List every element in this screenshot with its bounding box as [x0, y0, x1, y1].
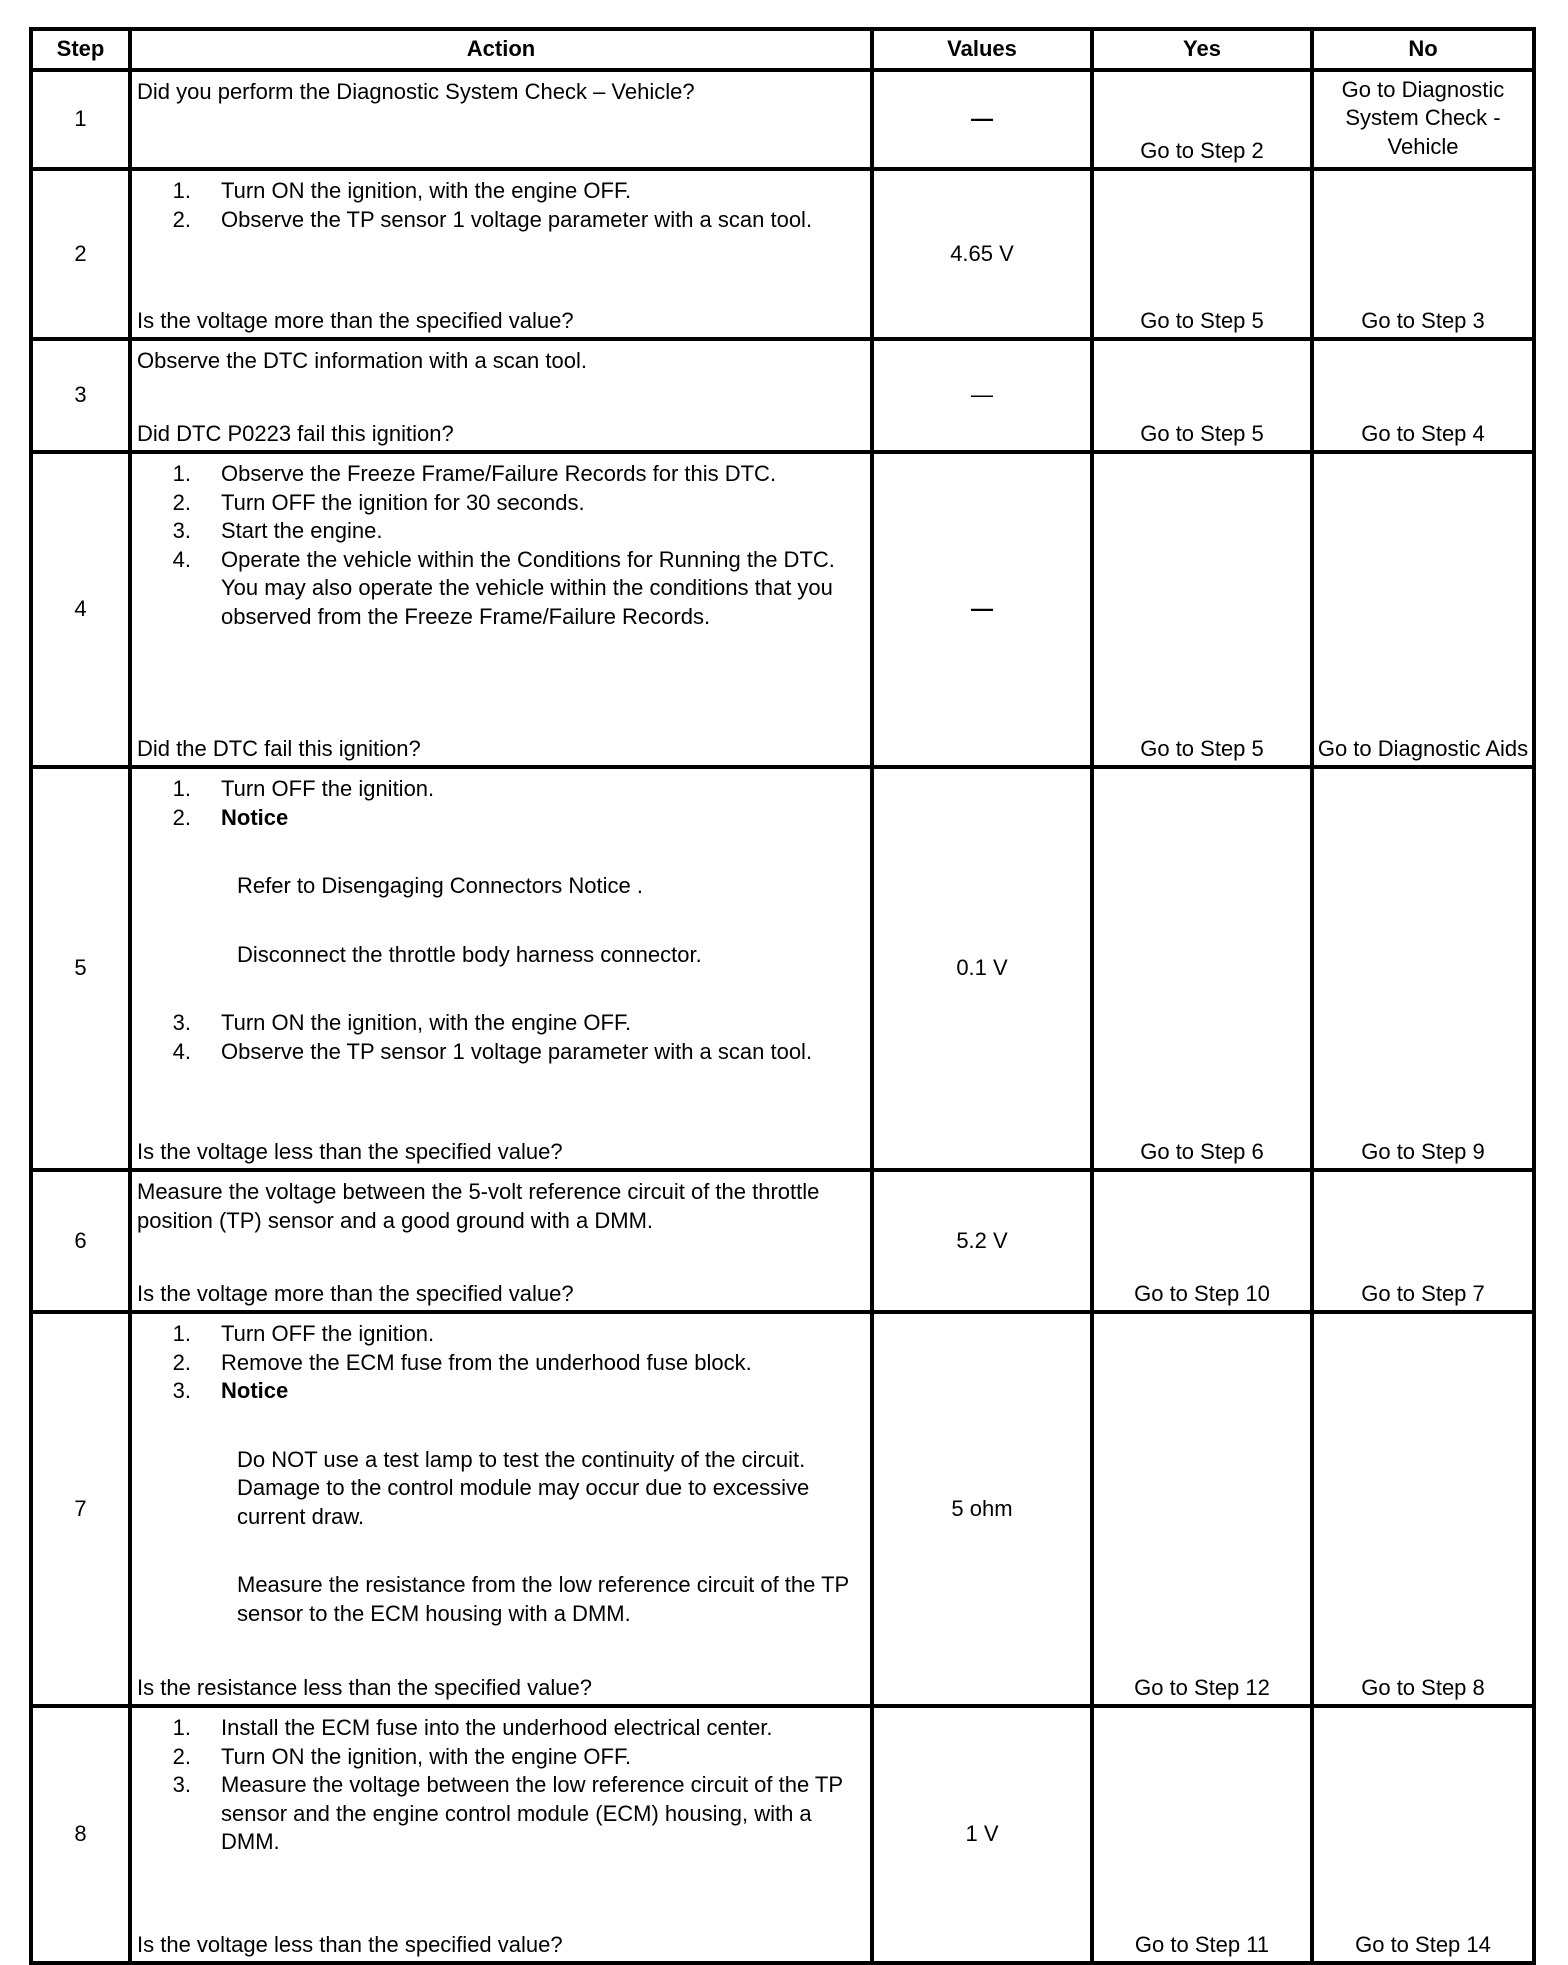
notice-instruction: Measure the resistance from the low reference circuit of the TP sensor to the ECM housing with a DMM.	[237, 1572, 849, 1626]
table-row	[31, 169, 1534, 339]
yes-link[interactable]: Go to Step 10	[1092, 1170, 1312, 1312]
action-question: Is the voltage less than the specified value?	[137, 1931, 563, 1957]
list-item: 3. Notice	[172, 1378, 289, 1403]
action-cell	[130, 70, 872, 169]
value-cell: 5 ohm	[872, 1312, 1092, 1706]
value-cell: —	[872, 339, 1092, 452]
action-question: Did the DTC fail this ignition?	[137, 735, 421, 761]
yes-link[interactable]: Go to Step 11	[1092, 1706, 1312, 1963]
action-question: Did DTC P0223 fail this ignition?	[137, 420, 454, 446]
list-item: 4. Observe the TP sensor 1 voltage parameter with a scan tool.	[172, 1038, 813, 1064]
action-text: Measure the voltage between the 5-volt reference circuit of the throttle position (TP) sensor and a good ground with a DMM.	[137, 1179, 820, 1233]
list-item: 3. Start the engine.	[172, 518, 383, 543]
no-link[interactable]: Go to Diagnostic System Check - Vehicle	[1312, 70, 1534, 169]
list-item: 3. Measure the voltage between the low reference circuit of the TP sensor and the engine control module (ECM) housing, with a DMM.	[172, 1772, 843, 1854]
action-steps	[137, 177, 866, 307]
table-row	[31, 452, 1534, 767]
notice-text: Refer to Disengaging Connectors Notice .	[237, 873, 643, 898]
yes-link[interactable]: Go to Step 12	[1092, 1312, 1312, 1706]
no-link[interactable]: Go to Step 4	[1312, 339, 1534, 452]
no-link[interactable]: Go to Step 14	[1312, 1706, 1534, 1963]
action-question: Is the voltage less than the specified value?	[137, 1138, 563, 1164]
header-no: No	[1312, 29, 1534, 70]
header-row	[31, 29, 1534, 70]
no-link[interactable]: Go to Step 7	[1312, 1170, 1534, 1312]
list-item: 1. Turn OFF the ignition.	[172, 776, 435, 801]
list-item: 3. Turn ON the ignition, with the engine OFF.	[172, 1010, 632, 1035]
header-yes: Yes	[1092, 29, 1312, 70]
no-link[interactable]: Go to Step 9	[1312, 767, 1534, 1170]
list-item: 2. Observe the TP sensor 1 voltage parameter with a scan tool.	[172, 206, 813, 232]
header-action: Action	[130, 29, 872, 70]
action-steps	[137, 775, 866, 832]
action-cell	[130, 1706, 872, 1963]
header-values: Values	[872, 29, 1092, 70]
table-row	[31, 339, 1534, 452]
value-cell: 1 V	[872, 1706, 1092, 1963]
action-cell	[130, 452, 872, 767]
table-row	[31, 70, 1534, 169]
table-row	[31, 1170, 1534, 1312]
table-row	[31, 1312, 1534, 1706]
yes-link[interactable]: Go to Step 5	[1092, 339, 1312, 452]
step-number: 8	[31, 1706, 130, 1963]
list-item: 1. Turn ON the ignition, with the engine OFF.	[172, 178, 632, 203]
action-text: Observe the DTC information with a scan tool.	[137, 348, 587, 373]
list-item: 2. Turn OFF the ignition for 30 seconds.	[172, 489, 585, 515]
step-number: 3	[31, 339, 130, 452]
action-cell	[130, 1312, 872, 1706]
action-steps	[137, 1320, 866, 1406]
action-question: Is the voltage more than the specified value?	[137, 1280, 574, 1306]
action-cell	[130, 169, 872, 339]
action-steps	[137, 460, 866, 735]
action-question: Is the voltage more than the specified value?	[137, 307, 574, 333]
list-item: 1. Turn OFF the ignition.	[172, 1321, 435, 1346]
header-step: Step	[31, 29, 130, 70]
step-number: 1	[31, 70, 130, 169]
no-link[interactable]: Go to Step 3	[1312, 169, 1534, 339]
no-link[interactable]: Go to Diagnostic Aids	[1312, 452, 1534, 767]
yes-link[interactable]: Go to Step 2	[1092, 70, 1312, 169]
step-number: 2	[31, 169, 130, 339]
action-question: Is the resistance less than the specified value?	[137, 1674, 592, 1700]
action-cell	[130, 1170, 872, 1312]
table-row	[31, 1706, 1534, 1963]
value-cell: 5.2 V	[872, 1170, 1092, 1312]
step-number: 5	[31, 767, 130, 1170]
step-number: 7	[31, 1312, 130, 1706]
list-item: 2. Remove the ECM fuse from the underhood fuse block.	[172, 1349, 752, 1375]
list-item: 4. Operate the vehicle within the Conditions for Running the DTC. You may also operate the vehicle within the conditions that you observed from the Freeze Frame/Failure Records.	[172, 546, 835, 629]
notice-text: Do NOT use a test lamp to test the continuity of the circuit. Damage to the control module may occur due to excessive current draw.	[237, 1446, 810, 1529]
value-cell: —	[872, 70, 1092, 169]
step-number: 6	[31, 1170, 130, 1312]
yes-link[interactable]: Go to Step 6	[1092, 767, 1312, 1170]
no-link[interactable]: Go to Step 8	[1312, 1312, 1534, 1706]
action-steps	[137, 1009, 866, 1066]
list-item: 1. Install the ECM fuse into the underhood electrical center.	[172, 1715, 773, 1740]
step-number: 4	[31, 452, 130, 767]
notice-instruction: Disconnect the throttle body harness connector.	[237, 941, 702, 967]
value-cell: —	[872, 452, 1092, 767]
action-steps	[137, 1714, 866, 1931]
list-item: 1. Observe the Freeze Frame/Failure Records for this DTC.	[172, 461, 777, 486]
value-cell: 0.1 V	[872, 767, 1092, 1170]
list-item: 2. Notice	[172, 804, 289, 830]
diagnostic-table	[29, 27, 1536, 1965]
value-cell: 4.65 V	[872, 169, 1092, 339]
table-row	[31, 767, 1534, 1170]
yes-link[interactable]: Go to Step 5	[1092, 169, 1312, 339]
action-cell	[130, 767, 872, 1170]
action-cell	[130, 339, 872, 452]
yes-link[interactable]: Go to Step 5	[1092, 452, 1312, 767]
list-item: 2. Turn ON the ignition, with the engine OFF.	[172, 1743, 632, 1769]
action-text: Did you perform the Diagnostic System Check – Vehicle?	[137, 79, 695, 104]
